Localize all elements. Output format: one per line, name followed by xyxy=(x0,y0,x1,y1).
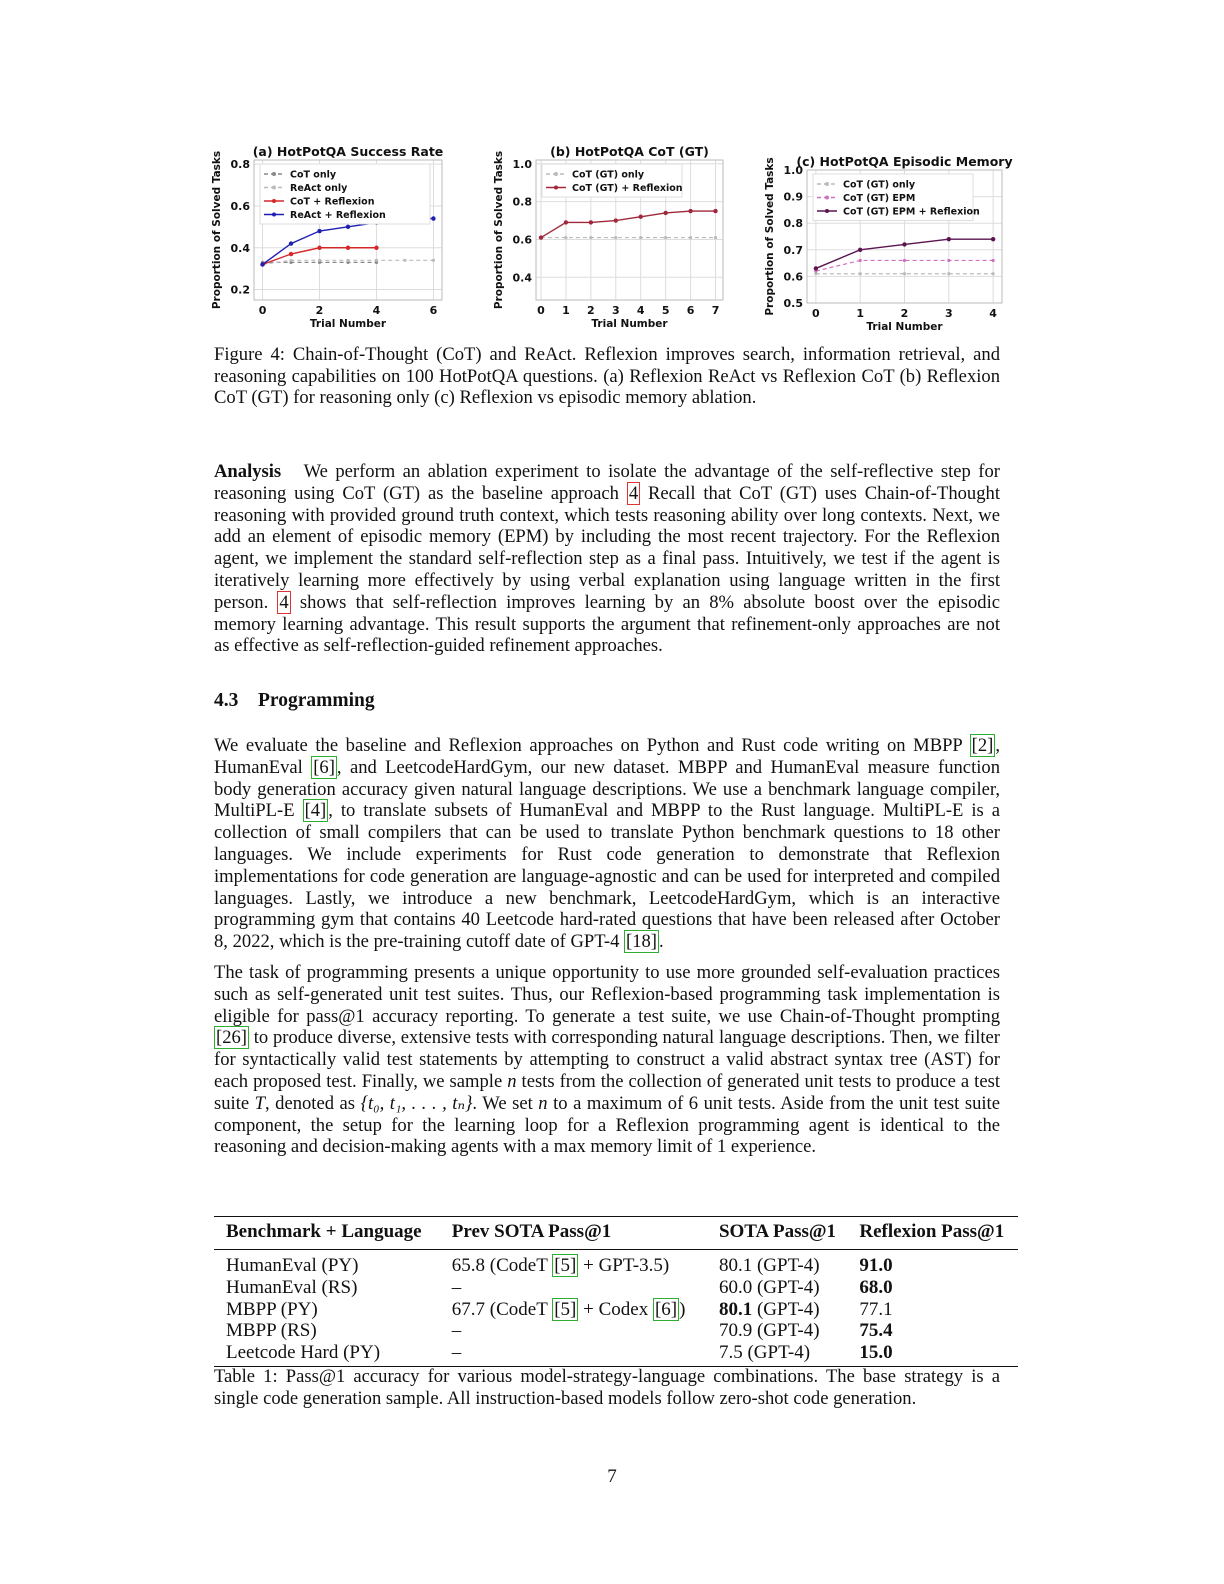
x-tick-label: 0 xyxy=(258,304,267,317)
legend-entry: ReAct + Reflexion xyxy=(290,210,386,221)
data-point xyxy=(539,235,543,239)
y-tick-label: 0.7 xyxy=(783,243,803,257)
data-point xyxy=(639,236,642,239)
x-axis-label: Trial Number xyxy=(591,318,668,330)
programming-paragraph-1 xyxy=(214,735,1000,953)
x-tick-label: 2 xyxy=(315,304,324,317)
cell-text: 65.8 (CodeT xyxy=(451,1255,553,1276)
x-tick-label: 1 xyxy=(856,307,865,320)
x-tick-label: 6 xyxy=(686,304,695,317)
figure-4 xyxy=(212,140,1012,335)
y-tick-label: 0.6 xyxy=(230,199,250,213)
x-axis-label: Trial Number xyxy=(309,318,387,330)
table-row xyxy=(214,1299,1018,1321)
data-point xyxy=(318,259,321,262)
table-row xyxy=(214,1320,1018,1342)
x-tick-label: 1 xyxy=(562,304,570,317)
chart-svg xyxy=(488,140,750,335)
cell-sota xyxy=(707,1342,847,1366)
data-point xyxy=(375,259,378,262)
x-tick-label: 0 xyxy=(812,307,820,320)
cell-text: 7.5 (GPT-4) xyxy=(718,1342,811,1364)
page-number: 7 xyxy=(607,1466,617,1487)
table-header-row xyxy=(214,1217,1018,1250)
data-point xyxy=(947,237,951,241)
data-point xyxy=(947,272,950,275)
table-caption: Table 1: Pass@1 accuracy for various model-strategy-language combinations. The base strategy is a single code generation sample. All instruction-based models follow zero-shot code generation. xyxy=(214,1366,1000,1409)
paragraph-text: . We set xyxy=(472,1092,539,1114)
data-point xyxy=(714,236,717,239)
analysis-paragraph xyxy=(214,461,1000,657)
data-point xyxy=(289,241,293,245)
data-point xyxy=(903,272,906,275)
cell-benchmark: MBPP (PY) xyxy=(226,1298,318,1320)
y-tick-label: 0.2 xyxy=(230,283,250,297)
cell-prev-sota xyxy=(440,1277,707,1299)
cell-sota xyxy=(707,1277,847,1299)
data-point xyxy=(614,236,617,239)
analysis-heading: Analysis xyxy=(214,461,282,482)
math-var: n xyxy=(538,1092,548,1114)
programming-paragraph-2 xyxy=(214,962,1000,1158)
legend-marker xyxy=(272,213,276,217)
cell-text: – xyxy=(451,1342,462,1364)
legend-marker xyxy=(272,186,276,190)
math-set: {t₀, t₁, . . . , tₙ} xyxy=(360,1092,473,1114)
citation-link[interactable]: [2] xyxy=(971,735,994,756)
data-point xyxy=(859,259,862,262)
cell-text: 80.1 xyxy=(718,1298,753,1320)
data-point xyxy=(903,259,906,262)
citation-link[interactable]: [26] xyxy=(216,1027,247,1049)
cell-text: – xyxy=(451,1320,462,1342)
cell-text: 67.7 (CodeT xyxy=(451,1298,553,1320)
paragraph-text: , and LeetcodeHardGym, our new dataset. MBPP and HumanEval measure function body generation accuracy given natural language descriptions. We use a benchmark language compiler, MultiPL-E xyxy=(214,756,1000,822)
paragraph-text: , HumanEval xyxy=(214,735,1000,778)
cell-text: + Codex xyxy=(578,1298,653,1320)
figure-ref-link[interactable]: 4 xyxy=(279,591,289,613)
data-point xyxy=(814,266,818,270)
legend-marker xyxy=(825,196,829,200)
y-tick-label: 0.4 xyxy=(230,241,250,255)
data-point xyxy=(431,216,435,220)
y-tick-label: 0.5 xyxy=(783,297,803,310)
data-point xyxy=(991,237,995,241)
data-point xyxy=(858,248,862,252)
math-var: T xyxy=(254,1092,265,1114)
cell-reflexion: 91.0 xyxy=(859,1255,893,1276)
data-point xyxy=(859,272,862,275)
math-var: n xyxy=(507,1070,517,1092)
y-axis-label: Proportion of Solved Tasks xyxy=(211,150,223,310)
legend-entry: CoT + Reflexion xyxy=(290,196,375,208)
paragraph-text: to a maximum of 6 unit tests. Aside from the unit test suite component, the setup for the learning loop for a Reflexion programming agent is identical to the reasoning and decision-making agents with a max memory limit of 1 experience. xyxy=(214,1092,1000,1158)
legend-marker xyxy=(272,172,276,176)
data-point xyxy=(289,252,293,256)
paragraph-text: , to translate subsets of HumanEval and MBPP to the Rust language. MultiPL-E is a collection of small compilers that can be used to translate Python benchmark questions to 18 other languages. We include experiments for Rust code generation to demonstrate that Reflexion implementations for code generation are language-agnostic and can be used for interpreted and compiled languages. Lastly, we introduce a new benchmark, LeetcodeHardGym, which is an interactive programming gym that contains 40 Leetcode hard-rated questions that have been released after October 8, 2022, which is the pre-training cutoff date of GPT-4 xyxy=(214,800,1001,953)
table-row xyxy=(214,1250,1018,1277)
paragraph-text: We evaluate the baseline and Reflexion approaches on Python and Rust code writing on MBPP xyxy=(214,735,970,756)
data-point xyxy=(902,242,906,246)
figure-ref-link[interactable]: 4 xyxy=(628,482,639,504)
cell-benchmark: HumanEval (PY) xyxy=(226,1255,359,1276)
cell-text: + GPT-3.5) xyxy=(578,1255,670,1276)
citation-link[interactable]: [5] xyxy=(554,1255,577,1276)
data-point xyxy=(346,225,350,229)
y-tick-label: 0.9 xyxy=(783,190,803,204)
data-point xyxy=(564,220,568,224)
data-point xyxy=(664,236,667,239)
cell-text: – xyxy=(451,1276,462,1298)
legend-entry: CoT (GT) only xyxy=(572,169,645,181)
chart-title: (b) HotPotQA CoT (GT) xyxy=(550,144,709,159)
x-tick-label: 2 xyxy=(587,304,595,317)
figure-caption: Figure 4: Chain-of-Thought (CoT) and ReAct. Reflexion improves search, information retrieval, and reasoning capabilities on 100 HotPotQA questions. (a) Reflexion ReAct vs Reflexion CoT (b) Reflexion CoT (GT) for reasoning only (c) Reflexion vs episodic memory ablation. xyxy=(214,344,1000,409)
legend-marker xyxy=(825,209,829,213)
y-tick-label: 0.8 xyxy=(512,195,532,209)
section-number: 4.3 xyxy=(214,690,239,711)
paragraph-text: The task of programming presents a unique opportunity to use more grounded self-evaluation practices such as self-generated unit test suites. Thus, our Reflexion-based programming task implementation is eligible for pass@1 accuracy reporting. To generate a test suite, we use Chain-of-Thought prompting xyxy=(214,962,1000,1027)
x-tick-label: 4 xyxy=(636,304,645,317)
data-point xyxy=(564,236,567,239)
x-tick-label: 5 xyxy=(661,304,670,317)
x-tick-label: 6 xyxy=(429,304,438,317)
x-axis-label: Trial Number xyxy=(866,321,943,333)
legend-marker xyxy=(554,186,558,190)
paragraph-text: tests from the collection of generated unit tests to produce a test suite xyxy=(214,1070,1000,1114)
cell-prev-sota xyxy=(440,1299,707,1321)
data-point xyxy=(663,211,667,215)
legend-marker xyxy=(825,182,829,186)
data-point xyxy=(317,246,321,250)
legend-entry: CoT only xyxy=(290,169,337,181)
citation-link[interactable]: [5] xyxy=(554,1298,577,1320)
data-point xyxy=(374,246,378,250)
data-point xyxy=(317,229,321,233)
chart-cot-gt xyxy=(488,140,750,340)
cell-prev-sota xyxy=(440,1342,707,1366)
paragraph-text: to produce diverse, extensive tests with corresponding natural language descriptions. Then, we filter for syntactically valid test statements by attempting to construct a valid abstract syntax tree (AST) for each proposed test. Finally, we sample xyxy=(214,1027,1000,1092)
legend-marker xyxy=(554,172,558,176)
cell-sota xyxy=(707,1320,847,1342)
legend-entry: CoT (GT) EPM xyxy=(843,193,916,204)
data-point xyxy=(589,220,593,224)
y-tick-label: 1.0 xyxy=(512,157,532,171)
data-point xyxy=(346,246,350,250)
chart-title: (c) HotPotQA Episodic Memory xyxy=(796,154,1013,169)
cell-text: 80.1 (GPT-4) xyxy=(718,1255,820,1276)
data-point xyxy=(589,236,592,239)
citation-link[interactable]: [18] xyxy=(626,931,657,953)
chart-episodic-memory xyxy=(762,140,1024,340)
cell-text: 60.0 (GPT-4) xyxy=(718,1276,820,1298)
chart-success-rate xyxy=(212,140,474,340)
data-point xyxy=(639,215,643,219)
series-line xyxy=(541,211,716,237)
chart-svg xyxy=(212,140,474,335)
cell-text: (GPT-4) xyxy=(752,1298,820,1320)
table-header: SOTA Pass@1 xyxy=(707,1217,847,1250)
citation-link[interactable]: [4] xyxy=(304,800,327,822)
y-tick-label: 0.6 xyxy=(783,270,803,284)
cell-text: ) xyxy=(679,1298,686,1320)
paragraph-text: . xyxy=(659,931,664,953)
analysis-text: We perform an ablation experiment to isolate the advantage of the self-reflective step for reasoning using CoT (GT) as the baseline approach xyxy=(214,461,1000,504)
cell-benchmark: MBPP (RS) xyxy=(226,1320,317,1342)
y-tick-label: 0.6 xyxy=(512,233,532,247)
data-point xyxy=(346,259,349,262)
legend-entry: CoT (GT) + Reflexion xyxy=(572,183,683,194)
data-point xyxy=(260,262,264,266)
citation-link[interactable]: [6] xyxy=(313,756,335,778)
data-point xyxy=(432,259,435,262)
cell-benchmark: Leetcode Hard (PY) xyxy=(214,1342,440,1366)
cell-reflexion: 68.0 xyxy=(859,1276,893,1298)
cell-text: 70.9 (GPT-4) xyxy=(718,1320,820,1342)
y-axis-label: Proportion of Solved Tasks xyxy=(493,150,505,310)
analysis-text: Recall that CoT (GT) uses Chain-of-Thought reasoning with provided ground truth context, which tests reasoning ability over long contexts. Next, we add an element of episodic memory (EPM) by including the most recent trajectory. For the Reflexion agent, we implement the standard self-reflection step as a final pass. Intuitively, we test if the agent is iteratively learning more effectively by using verbal explanation using language written in the first person. xyxy=(214,482,1000,613)
y-tick-label: 1.0 xyxy=(783,164,803,177)
data-point xyxy=(689,236,692,239)
table-header: Benchmark + Language xyxy=(214,1217,440,1250)
data-point xyxy=(713,209,717,213)
x-tick-label: 0 xyxy=(537,304,545,317)
citation-link[interactable]: [6] xyxy=(654,1298,678,1320)
data-point xyxy=(403,259,406,262)
cell-prev-sota xyxy=(440,1250,707,1277)
table-row xyxy=(214,1277,1018,1299)
table-header: Reflexion Pass@1 xyxy=(847,1217,1018,1250)
results-table xyxy=(214,1216,1018,1367)
table-header: Prev SOTA Pass@1 xyxy=(440,1217,707,1250)
data-point xyxy=(992,272,995,275)
y-tick-label: 0.8 xyxy=(783,217,803,231)
x-tick-label: 4 xyxy=(372,304,381,317)
legend-entry: CoT (GT) EPM + Reflexion xyxy=(843,206,980,218)
x-tick-label: 4 xyxy=(989,307,997,320)
legend-entry: CoT (GT) only xyxy=(843,179,916,191)
section-heading xyxy=(214,690,375,712)
data-point xyxy=(992,259,995,262)
table-row xyxy=(214,1342,1018,1366)
cell-reflexion: 15.0 xyxy=(847,1342,1018,1366)
paragraph-text: , denoted as xyxy=(264,1092,361,1114)
legend-marker xyxy=(272,199,276,203)
section-title: Programming xyxy=(258,690,375,711)
analysis-text: shows that self-reflection improves learning by an 8% absolute boost over the episodic memory learning advantage. This result supports the argument that refinement-only approaches are not as effective as self-reflection-guided refinement approaches. xyxy=(214,591,1000,657)
x-tick-label: 3 xyxy=(944,307,953,320)
cell-benchmark: HumanEval (RS) xyxy=(226,1276,358,1298)
cell-sota xyxy=(707,1299,847,1321)
x-tick-label: 2 xyxy=(900,307,909,320)
y-tick-label: 0.8 xyxy=(230,158,250,172)
cell-reflexion: 75.4 xyxy=(859,1320,893,1342)
data-point xyxy=(688,209,692,213)
chart-svg xyxy=(762,140,1024,335)
data-point xyxy=(947,259,950,262)
cell-prev-sota xyxy=(440,1320,707,1342)
legend-entry: ReAct only xyxy=(290,183,348,194)
data-point xyxy=(289,259,292,262)
x-tick-label: 3 xyxy=(611,304,620,317)
cell-reflexion: 77.1 xyxy=(859,1298,893,1320)
chart-title: (a) HotPotQA Success Rate xyxy=(252,144,444,159)
data-point xyxy=(614,218,618,222)
cell-sota xyxy=(707,1250,847,1277)
x-tick-label: 7 xyxy=(711,304,720,317)
y-tick-label: 0.4 xyxy=(512,271,532,285)
y-axis-label: Proportion of Solved Tasks xyxy=(764,157,776,316)
